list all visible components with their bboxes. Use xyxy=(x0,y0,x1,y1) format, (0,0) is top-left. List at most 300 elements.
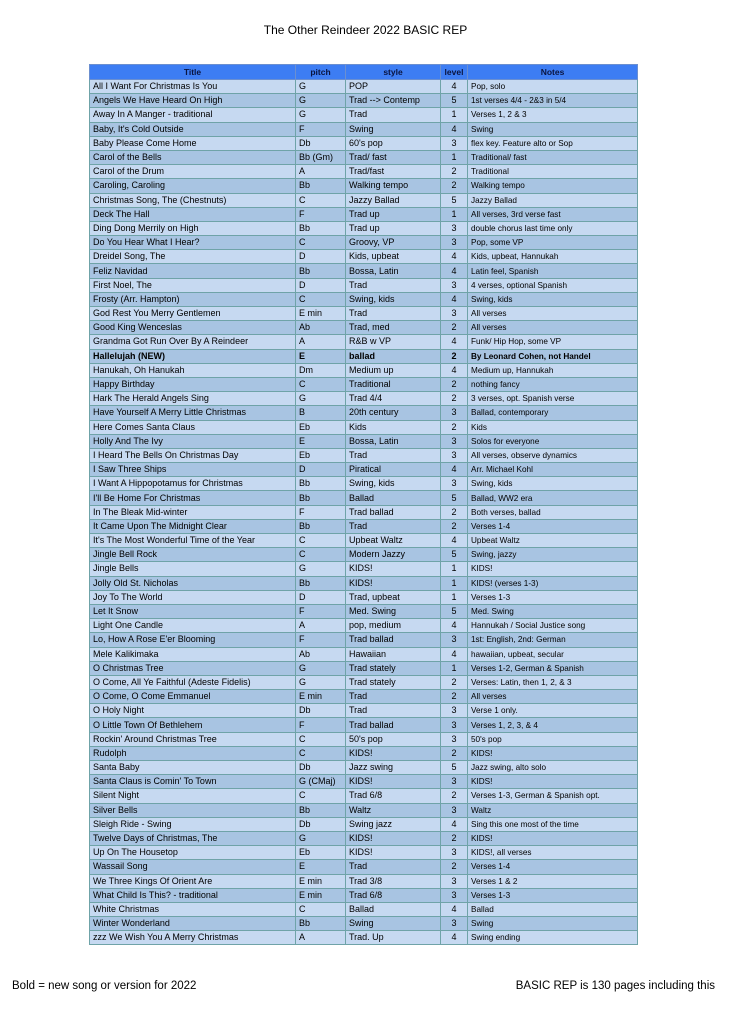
cell-style: 50's pop xyxy=(346,732,441,746)
cell-level: 1 xyxy=(441,590,468,604)
cell-title: It's The Most Wonderful Time of the Year xyxy=(90,534,296,548)
table-row xyxy=(90,817,638,831)
cell-title: Baby Please Come Home xyxy=(90,136,296,150)
cell-level: 2 xyxy=(441,519,468,533)
cell-level: 3 xyxy=(441,874,468,888)
cell-level: 3 xyxy=(441,278,468,292)
cell-level: 4 xyxy=(441,619,468,633)
cell-notes: Solos for everyone xyxy=(468,434,638,448)
cell-style: Trad/ fast xyxy=(346,150,441,164)
cell-title: O Little Town Of Bethlehem xyxy=(90,718,296,732)
table-row xyxy=(90,193,638,207)
cell-level: 3 xyxy=(441,307,468,321)
cell-notes: Latin feel, Spanish xyxy=(468,264,638,278)
cell-pitch: E min xyxy=(296,307,346,321)
cell-pitch: G (CMaj) xyxy=(296,775,346,789)
cell-level: 1 xyxy=(441,562,468,576)
cell-title: Holly And The Ivy xyxy=(90,434,296,448)
cell-notes: Funk/ Hip Hop, some VP xyxy=(468,335,638,349)
table-row xyxy=(90,732,638,746)
table-row xyxy=(90,236,638,250)
cell-title: Angels We Have Heard On High xyxy=(90,94,296,108)
cell-style: KIDS! xyxy=(346,576,441,590)
cell-level: 2 xyxy=(441,831,468,845)
table-row xyxy=(90,789,638,803)
cell-title: Christmas Song, The (Chestnuts) xyxy=(90,193,296,207)
table-row xyxy=(90,94,638,108)
cell-level: 4 xyxy=(441,335,468,349)
column-header-level: level xyxy=(441,65,468,80)
cell-level: 2 xyxy=(441,746,468,760)
cell-style: Trad --> Contemp xyxy=(346,94,441,108)
cell-style: Jazzy Ballad xyxy=(346,193,441,207)
cell-pitch: D xyxy=(296,590,346,604)
table-row xyxy=(90,704,638,718)
cell-pitch: C xyxy=(296,236,346,250)
table-row xyxy=(90,122,638,136)
cell-pitch: C xyxy=(296,193,346,207)
table-row xyxy=(90,392,638,406)
cell-pitch: Ab xyxy=(296,647,346,661)
cell-pitch: E xyxy=(296,349,346,363)
table-row xyxy=(90,165,638,179)
cell-pitch: Bb xyxy=(296,491,346,505)
cell-notes: Swing, kids xyxy=(468,477,638,491)
cell-title: Good King Wenceslas xyxy=(90,321,296,335)
cell-notes: Kids, upbeat, Hannukah xyxy=(468,250,638,264)
cell-title: Rudolph xyxy=(90,746,296,760)
cell-title: I'll Be Home For Christmas xyxy=(90,491,296,505)
cell-notes: Swing ending xyxy=(468,931,638,945)
cell-notes: Jazzy Ballad xyxy=(468,193,638,207)
cell-pitch: C xyxy=(296,732,346,746)
cell-level: 3 xyxy=(441,633,468,647)
cell-notes: KIDS! xyxy=(468,775,638,789)
cell-pitch: Bb xyxy=(296,221,346,235)
cell-style: Modern Jazzy xyxy=(346,548,441,562)
footer-page-count: BASIC REP is 130 pages including this xyxy=(515,980,715,992)
cell-notes: 3 verses, opt. Spanish verse xyxy=(468,392,638,406)
cell-style: Trad up xyxy=(346,207,441,221)
cell-title: Santa Claus is Comin' To Town xyxy=(90,775,296,789)
cell-notes: double chorus last time only xyxy=(468,221,638,235)
cell-level: 5 xyxy=(441,604,468,618)
cell-pitch: F xyxy=(296,505,346,519)
cell-style: ballad xyxy=(346,349,441,363)
cell-pitch: A xyxy=(296,165,346,179)
table-row xyxy=(90,888,638,902)
cell-pitch: Ab xyxy=(296,321,346,335)
page-title: The Other Reindeer 2022 BASIC REP xyxy=(263,23,468,37)
cell-pitch: Eb xyxy=(296,448,346,462)
cell-level: 4 xyxy=(441,264,468,278)
table-row xyxy=(90,377,638,391)
cell-pitch: Bb xyxy=(296,917,346,931)
cell-notes: All verses, 3rd verse fast xyxy=(468,207,638,221)
cell-level: 3 xyxy=(441,775,468,789)
cell-notes: All verses xyxy=(468,321,638,335)
table-row xyxy=(90,803,638,817)
cell-pitch: F xyxy=(296,633,346,647)
table-row xyxy=(90,491,638,505)
cell-style: Trad xyxy=(346,704,441,718)
cell-level: 3 xyxy=(441,477,468,491)
cell-title: First Noel, The xyxy=(90,278,296,292)
cell-style: Piratical xyxy=(346,463,441,477)
cell-notes: hawaiian, upbeat, secular xyxy=(468,647,638,661)
cell-level: 5 xyxy=(441,193,468,207)
cell-pitch: Bb xyxy=(296,576,346,590)
table-row xyxy=(90,902,638,916)
table-row xyxy=(90,519,638,533)
cell-pitch: F xyxy=(296,718,346,732)
cell-notes: Hannukah / Social Justice song xyxy=(468,619,638,633)
cell-pitch: Db xyxy=(296,817,346,831)
cell-pitch: E xyxy=(296,860,346,874)
cell-pitch: A xyxy=(296,335,346,349)
cell-notes: KIDS! xyxy=(468,746,638,760)
cell-notes: Both verses, ballad xyxy=(468,505,638,519)
cell-level: 1 xyxy=(441,150,468,164)
cell-notes: Swing xyxy=(468,917,638,931)
cell-level: 5 xyxy=(441,548,468,562)
cell-pitch: Bb xyxy=(296,264,346,278)
cell-pitch: Bb xyxy=(296,179,346,193)
cell-notes: KIDS! xyxy=(468,831,638,845)
cell-level: 4 xyxy=(441,817,468,831)
cell-style: Waltz xyxy=(346,803,441,817)
cell-title: I Want A Hippopotamus for Christmas xyxy=(90,477,296,491)
cell-notes: Pop, some VP xyxy=(468,236,638,250)
cell-notes: Swing xyxy=(468,122,638,136)
cell-notes: KIDS! (verses 1-3) xyxy=(468,576,638,590)
cell-level: 2 xyxy=(441,690,468,704)
cell-level: 3 xyxy=(441,406,468,420)
cell-title: Caroling, Caroling xyxy=(90,179,296,193)
table-row xyxy=(90,136,638,150)
cell-pitch: E min xyxy=(296,690,346,704)
column-header-title: Title xyxy=(90,65,296,80)
cell-notes: Medium up, Hannukah xyxy=(468,363,638,377)
table-row xyxy=(90,363,638,377)
cell-notes: Sing this one most of the time xyxy=(468,817,638,831)
cell-title: Silver Bells xyxy=(90,803,296,817)
cell-level: 1 xyxy=(441,576,468,590)
table-row xyxy=(90,831,638,845)
column-header-notes: Notes xyxy=(468,65,638,80)
cell-level: 2 xyxy=(441,321,468,335)
cell-level: 2 xyxy=(441,165,468,179)
table-row xyxy=(90,661,638,675)
cell-pitch: Bb (Gm) xyxy=(296,150,346,164)
table-row xyxy=(90,207,638,221)
cell-style: Trad. Up xyxy=(346,931,441,945)
cell-style: Upbeat Waltz xyxy=(346,534,441,548)
cell-style: Trad xyxy=(346,108,441,122)
cell-notes: Walking tempo xyxy=(468,179,638,193)
cell-title: Silent Night xyxy=(90,789,296,803)
cell-title: Happy Birthday xyxy=(90,377,296,391)
cell-level: 3 xyxy=(441,803,468,817)
cell-style: POP xyxy=(346,80,441,94)
cell-style: Trad 6/8 xyxy=(346,888,441,902)
cell-pitch: C xyxy=(296,789,346,803)
cell-notes: Pop, solo xyxy=(468,80,638,94)
cell-title: Carol of the Drum xyxy=(90,165,296,179)
cell-title: O Holy Night xyxy=(90,704,296,718)
cell-title: Rockin' Around Christmas Tree xyxy=(90,732,296,746)
table-row xyxy=(90,80,638,94)
cell-notes: Kids xyxy=(468,420,638,434)
cell-title: Ding Dong Merrily on High xyxy=(90,221,296,235)
cell-title: All I Want For Christmas Is You xyxy=(90,80,296,94)
cell-level: 4 xyxy=(441,534,468,548)
cell-style: Trad xyxy=(346,307,441,321)
cell-style: Trad/fast xyxy=(346,165,441,179)
cell-title: Grandma Got Run Over By A Reindeer xyxy=(90,335,296,349)
cell-pitch: G xyxy=(296,80,346,94)
cell-level: 4 xyxy=(441,292,468,306)
cell-level: 3 xyxy=(441,448,468,462)
column-header-pitch: pitch xyxy=(296,65,346,80)
cell-style: Trad 3/8 xyxy=(346,874,441,888)
cell-pitch: A xyxy=(296,931,346,945)
cell-notes: Ballad, contemporary xyxy=(468,406,638,420)
cell-pitch: C xyxy=(296,746,346,760)
table-row xyxy=(90,505,638,519)
cell-style: Trad up xyxy=(346,221,441,235)
table-row xyxy=(90,846,638,860)
table-row xyxy=(90,647,638,661)
cell-style: Kids, upbeat xyxy=(346,250,441,264)
cell-title: Baby, It's Cold Outside xyxy=(90,122,296,136)
cell-notes: Verses 1-3 xyxy=(468,590,638,604)
cell-style: Trad ballad xyxy=(346,718,441,732)
table-body xyxy=(90,80,638,945)
cell-pitch: C xyxy=(296,534,346,548)
cell-style: Hawaiian xyxy=(346,647,441,661)
column-header-style: style xyxy=(346,65,441,80)
cell-title: Frosty (Arr. Hampton) xyxy=(90,292,296,306)
cell-pitch: C xyxy=(296,548,346,562)
cell-notes: Verses: Latin, then 1, 2, & 3 xyxy=(468,675,638,689)
table-row xyxy=(90,860,638,874)
table-row xyxy=(90,590,638,604)
cell-notes: Verses 1-4 xyxy=(468,860,638,874)
cell-style: Trad ballad xyxy=(346,505,441,519)
table-row xyxy=(90,221,638,235)
cell-notes: flex key. Feature alto or Sop xyxy=(468,136,638,150)
cell-title: Let It Snow xyxy=(90,604,296,618)
cell-style: Medium up xyxy=(346,363,441,377)
cell-pitch: E min xyxy=(296,888,346,902)
cell-style: Trad stately xyxy=(346,661,441,675)
cell-style: Jazz swing xyxy=(346,761,441,775)
table-row xyxy=(90,619,638,633)
cell-style: KIDS! xyxy=(346,846,441,860)
cell-level: 4 xyxy=(441,463,468,477)
cell-pitch: Eb xyxy=(296,846,346,860)
cell-title: Hanukah, Oh Hanukah xyxy=(90,363,296,377)
cell-style: Ballad xyxy=(346,902,441,916)
table-row xyxy=(90,335,638,349)
cell-title: I Saw Three Ships xyxy=(90,463,296,477)
cell-title: Do You Hear What I Hear? xyxy=(90,236,296,250)
cell-style: Ballad xyxy=(346,491,441,505)
cell-level: 3 xyxy=(441,136,468,150)
table-row xyxy=(90,548,638,562)
cell-style: R&B w VP xyxy=(346,335,441,349)
cell-style: Swing xyxy=(346,122,441,136)
cell-pitch: G xyxy=(296,831,346,845)
cell-pitch: F xyxy=(296,122,346,136)
cell-level: 2 xyxy=(441,392,468,406)
cell-title: Sleigh Ride - Swing xyxy=(90,817,296,831)
cell-level: 4 xyxy=(441,647,468,661)
cell-notes: Traditional xyxy=(468,165,638,179)
cell-pitch: Db xyxy=(296,136,346,150)
cell-title: Twelve Days of Christmas, The xyxy=(90,831,296,845)
cell-style: Trad ballad xyxy=(346,633,441,647)
cell-title: Santa Baby xyxy=(90,761,296,775)
cell-style: Walking tempo xyxy=(346,179,441,193)
cell-pitch: Eb xyxy=(296,420,346,434)
cell-notes: Verses 1-2, German & Spanish xyxy=(468,661,638,675)
cell-style: Trad xyxy=(346,519,441,533)
repertoire-table xyxy=(89,64,638,945)
cell-notes: 1st verses 4/4 - 2&3 in 5/4 xyxy=(468,94,638,108)
cell-title: Mele Kalikimaka xyxy=(90,647,296,661)
table-row xyxy=(90,448,638,462)
cell-level: 3 xyxy=(441,221,468,235)
table-row xyxy=(90,917,638,931)
cell-style: 60's pop xyxy=(346,136,441,150)
cell-pitch: F xyxy=(296,207,346,221)
cell-style: Swing xyxy=(346,917,441,931)
cell-level: 3 xyxy=(441,236,468,250)
cell-notes: KIDS! xyxy=(468,562,638,576)
cell-level: 1 xyxy=(441,661,468,675)
cell-title: Up On The Housetop xyxy=(90,846,296,860)
table-row xyxy=(90,349,638,363)
cell-style: Med. Swing xyxy=(346,604,441,618)
cell-pitch: C xyxy=(296,292,346,306)
cell-style: Swing, kids xyxy=(346,292,441,306)
table-row xyxy=(90,931,638,945)
cell-style: KIDS! xyxy=(346,775,441,789)
cell-title: Dreidel Song, The xyxy=(90,250,296,264)
cell-notes: Verses 1 & 2 xyxy=(468,874,638,888)
cell-level: 5 xyxy=(441,94,468,108)
cell-style: KIDS! xyxy=(346,562,441,576)
table-row xyxy=(90,874,638,888)
cell-notes: Ballad xyxy=(468,902,638,916)
cell-pitch: G xyxy=(296,661,346,675)
table-row xyxy=(90,576,638,590)
cell-title: Jolly Old St. Nicholas xyxy=(90,576,296,590)
cell-level: 2 xyxy=(441,420,468,434)
cell-title: What Child Is This? - traditional xyxy=(90,888,296,902)
table-row xyxy=(90,264,638,278)
cell-title: O Christmas Tree xyxy=(90,661,296,675)
cell-style: Trad xyxy=(346,690,441,704)
cell-title: It Came Upon The Midnight Clear xyxy=(90,519,296,533)
cell-notes: Verses 1-3, German & Spanish opt. xyxy=(468,789,638,803)
cell-title: Deck The Hall xyxy=(90,207,296,221)
cell-title: Feliz Navidad xyxy=(90,264,296,278)
cell-style: KIDS! xyxy=(346,746,441,760)
cell-pitch: D xyxy=(296,250,346,264)
table-row xyxy=(90,307,638,321)
table-row xyxy=(90,675,638,689)
table-row xyxy=(90,463,638,477)
cell-level: 3 xyxy=(441,718,468,732)
cell-pitch: E xyxy=(296,434,346,448)
table-row xyxy=(90,292,638,306)
cell-notes: 1st: English, 2nd: German xyxy=(468,633,638,647)
table-row xyxy=(90,477,638,491)
cell-title: Away In A Manger - traditional xyxy=(90,108,296,122)
cell-notes: Verses 1, 2, 3, & 4 xyxy=(468,718,638,732)
cell-style: Bossa, Latin xyxy=(346,434,441,448)
cell-level: 2 xyxy=(441,377,468,391)
table-row xyxy=(90,250,638,264)
cell-level: 4 xyxy=(441,80,468,94)
cell-level: 2 xyxy=(441,860,468,874)
cell-level: 4 xyxy=(441,931,468,945)
table-row xyxy=(90,633,638,647)
cell-notes: Jazz swing, alto solo xyxy=(468,761,638,775)
cell-notes: nothing fancy xyxy=(468,377,638,391)
cell-level: 3 xyxy=(441,846,468,860)
cell-pitch: D xyxy=(296,278,346,292)
cell-pitch: A xyxy=(296,619,346,633)
cell-pitch: C xyxy=(296,902,346,916)
cell-pitch: Db xyxy=(296,704,346,718)
cell-title: I Heard The Bells On Christmas Day xyxy=(90,448,296,462)
cell-pitch: C xyxy=(296,377,346,391)
cell-title: Wassail Song xyxy=(90,860,296,874)
cell-style: Trad, med xyxy=(346,321,441,335)
cell-notes: All verses, observe dynamics xyxy=(468,448,638,462)
table-row xyxy=(90,775,638,789)
cell-pitch: F xyxy=(296,604,346,618)
cell-style: Trad 4/4 xyxy=(346,392,441,406)
cell-notes: Upbeat Waltz xyxy=(468,534,638,548)
cell-level: 4 xyxy=(441,250,468,264)
cell-title: Joy To The World xyxy=(90,590,296,604)
cell-pitch: G xyxy=(296,392,346,406)
cell-level: 3 xyxy=(441,704,468,718)
cell-style: 20th century xyxy=(346,406,441,420)
cell-notes: 50's pop xyxy=(468,732,638,746)
table-header-row xyxy=(90,65,638,80)
cell-pitch: D xyxy=(296,463,346,477)
cell-title: Jingle Bells xyxy=(90,562,296,576)
cell-level: 5 xyxy=(441,761,468,775)
cell-title: O Come, O Come Emmanuel xyxy=(90,690,296,704)
cell-pitch: Dm xyxy=(296,363,346,377)
cell-title: Have Yourself A Merry Little Christmas xyxy=(90,406,296,420)
cell-level: 2 xyxy=(441,179,468,193)
table-row xyxy=(90,746,638,760)
table-row xyxy=(90,718,638,732)
cell-notes: All verses xyxy=(468,307,638,321)
cell-pitch: G xyxy=(296,94,346,108)
cell-title: O Come, All Ye Faithful (Adeste Fidelis) xyxy=(90,675,296,689)
cell-level: 1 xyxy=(441,207,468,221)
cell-pitch: E min xyxy=(296,874,346,888)
